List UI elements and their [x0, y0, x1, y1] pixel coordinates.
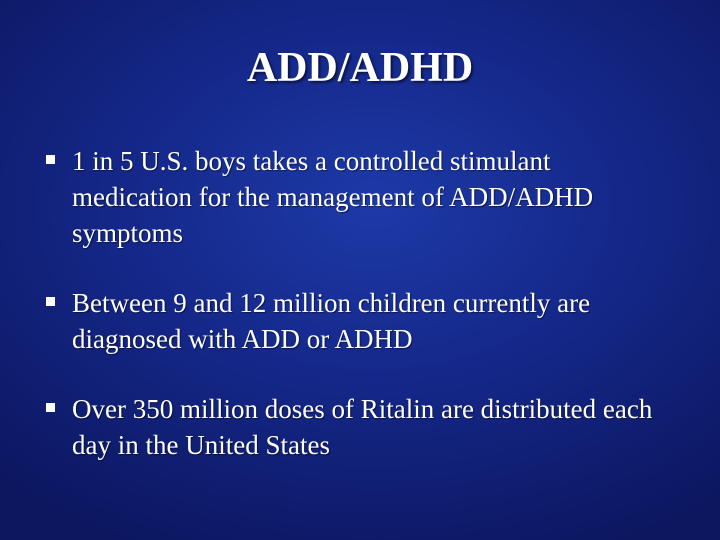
bullet-text: Over 350 million doses of Ritalin are distributed each day in the United States	[72, 394, 653, 460]
square-bullet-icon	[46, 297, 55, 306]
square-bullet-icon	[46, 155, 55, 164]
slide-title: ADD/ADHD	[246, 45, 474, 91]
bullet-text: Between 9 and 12 million children currently are diagnosed with ADD or ADHD	[72, 288, 591, 354]
bullet-list	[46, 143, 686, 497]
bullet-text: 1 in 5 U.S. boys takes a controlled stimulant medication for the management of ADD/ADHD symptoms	[72, 146, 594, 248]
bullet-item	[46, 285, 686, 357]
bullet-item	[46, 143, 686, 251]
square-bullet-icon	[46, 403, 55, 412]
bullet-item	[46, 391, 686, 463]
